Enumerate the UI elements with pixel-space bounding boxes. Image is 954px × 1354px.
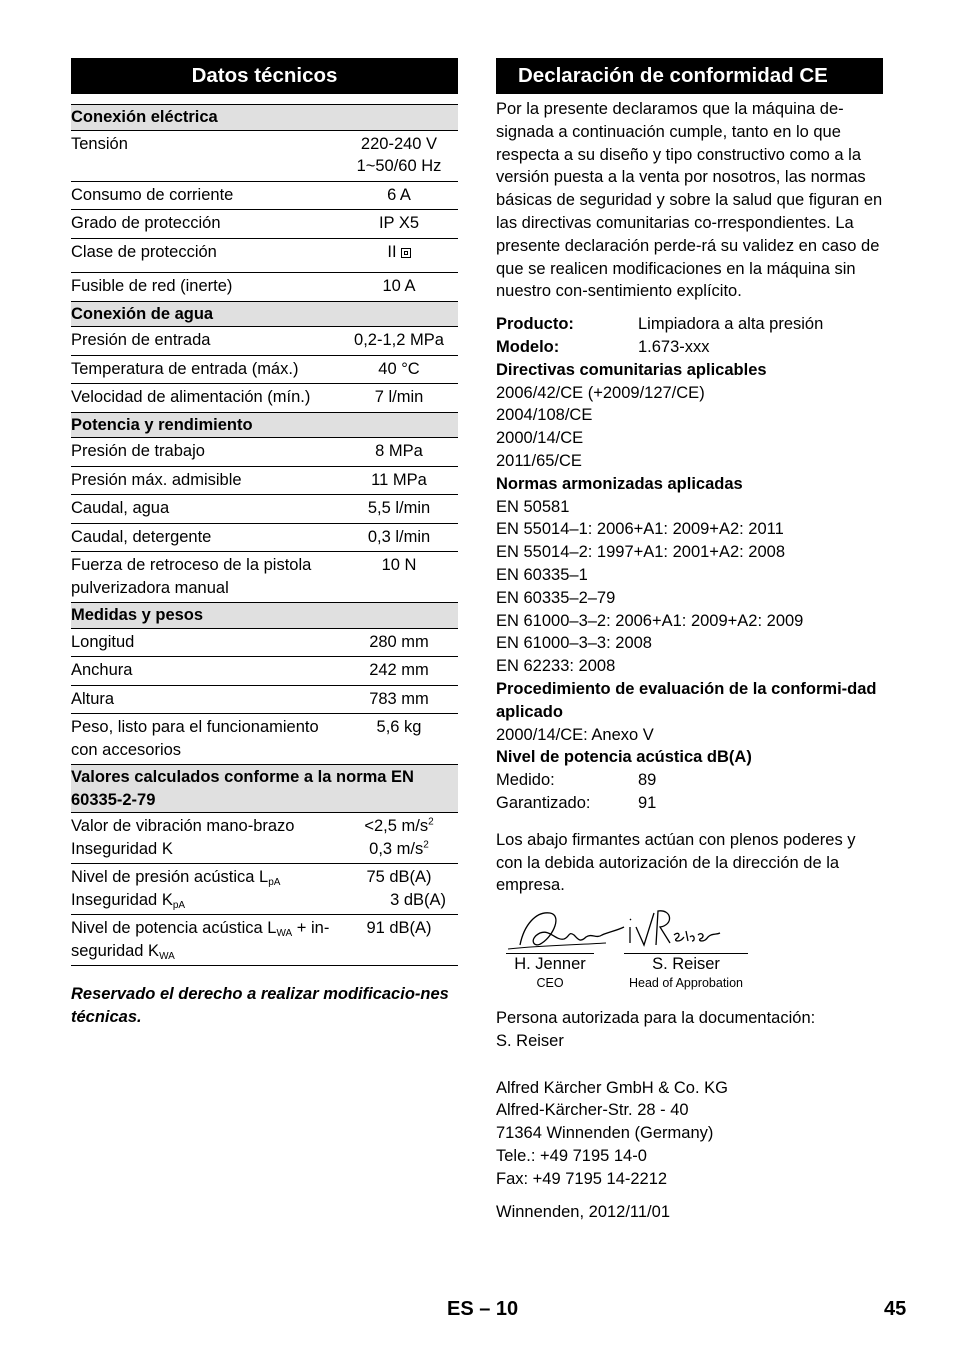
product-info: Producto: Limpiadora a alta presión Modelo: 1.673-xxx xyxy=(496,315,824,356)
protection-class-icon xyxy=(401,248,411,258)
signatures xyxy=(496,905,883,1007)
list-item: EN 55014–1: 2006+A1: 2009+A2: 2011 xyxy=(496,520,784,539)
place-date: Winnenden, 2012/11/01 xyxy=(496,1202,670,1221)
table-row: Anchura 242 mm xyxy=(71,657,458,686)
company-address: Alfred Kärcher GmbH & Co. KG Alfred-Kärcher-Str. 28 - 40 71364 Winnenden (Germany) Tele.: +49 7195 14-0 Fax: +49 7195 14-2212 xyxy=(496,1078,728,1188)
handwritten-signature-icon xyxy=(624,905,734,953)
table-row: Consumo de corriente 6 A xyxy=(71,181,458,210)
norms-list: Normas armonizadas aplicadas EN 50581 EN 55014–1: 2006+A1: 2009+A2: 2011 EN 55014–2: 1997+A1: 2001+A2: 2008 EN 60335–1 EN 60335–2–79 EN 61000–3–2: 2006+A1: 2009+A2: 2009 EN 61000–3–3: 2008 EN 62233: 2008 xyxy=(496,473,883,678)
list-item: EN 61000–3–2: 2006+A1: 2009+A2: 2009 xyxy=(496,611,804,630)
list-item: EN 61000–3–3: 2008 xyxy=(496,634,652,653)
table-row: Tensión 220-240 V 1~50/60 Hz xyxy=(71,130,458,181)
group-header-dimensions: Medidas y pesos xyxy=(71,603,458,629)
list-item: 2004/108/CE xyxy=(496,406,593,425)
list-item: 2011/65/CE xyxy=(496,451,582,470)
technical-data-table xyxy=(71,104,458,966)
table-row: Fusible de red (inerte) 10 A xyxy=(71,273,458,302)
signers-statement: Los abajo firmantes actúan con plenos poderes y con la debida autorización de la dirección de la empresa. xyxy=(496,830,856,895)
table-row: Presión de entrada 0,2-1,2 MPa xyxy=(71,327,458,356)
table-row: Caudal, detergente 0,3 l/min xyxy=(71,523,458,552)
handwritten-signature-icon xyxy=(506,905,626,953)
signature-reiser: S. Reiser Head of Approbation xyxy=(624,905,748,992)
technical-data-column xyxy=(71,58,458,1028)
table-row: Clase de protección II xyxy=(71,238,458,273)
page-number: 45 xyxy=(884,1298,907,1320)
directives-list: Directivas comunitarias aplicables 2006/42/CE (+2009/127/CE) 2004/108/CE 2000/14/CE 2011/65/CE xyxy=(496,359,883,473)
group-header-calculated-values: Valores calculados conforme a la norma EN 60335-2-79 xyxy=(71,765,458,813)
table-row: Valor de vibración mano-brazo Inseguridad K <2,5 $m/s^2$ 0,3 $m/s^2$ xyxy=(71,813,458,864)
procedure-block: Procedimiento de evaluación de la conformi-dad aplicado 2000/14/CE: Anexo V xyxy=(496,679,877,744)
group-header-electrical: Conexión eléctrica xyxy=(71,105,458,131)
superscript-2: 2 xyxy=(423,839,429,850)
documentation-person: Persona autorizada para la documentación: S. Reiser xyxy=(496,1009,816,1050)
table-row: Fuerza de retroceso de la pistola pulverizadora manual 10 N xyxy=(71,552,458,603)
ce-declaration-column xyxy=(496,58,883,1223)
list-item: EN 55014–2: 1997+A1: 2001+A2: 2008 xyxy=(496,543,785,562)
sound-power-block: Nivel de potencia acústica dB(A) Medido: 89 Garantizado: 91 xyxy=(496,748,752,812)
table-row: Presión máx. admisible 11 MPa xyxy=(71,466,458,495)
reserved-rights-note: Reservado el derecho a realizar modificacio-nes técnicas. xyxy=(71,985,449,1026)
table-row: Caudal, agua 5,5 l/min xyxy=(71,495,458,524)
table-row: Nivel de presión acústica $L_{pA}$ Inseguridad $K_{pA}$ 75 dB(A) 3 dB(A) xyxy=(71,864,458,915)
list-item: 2000/14/CE xyxy=(496,429,584,448)
list-item: EN 60335–1 xyxy=(496,565,588,584)
list-item: EN 50581 xyxy=(496,497,570,516)
ce-declaration-title: Declaración de conformidad CE xyxy=(496,58,883,94)
table-row: Presión de trabajo 8 MPa xyxy=(71,438,458,467)
table-row: Temperatura de entrada (máx.) 40 °C xyxy=(71,355,458,384)
table-row: Velocidad de alimentación (mín.) 7 l/min xyxy=(71,384,458,413)
table-row: Grado de protección IP X5 xyxy=(71,210,458,239)
superscript-2: 2 xyxy=(428,816,434,828)
list-item: EN 60335–2–79 xyxy=(496,588,616,607)
declaration-intro: Por la presente declaramos que la máquina de-signada a continuación cumple, tanto en lo que respecta a su diseño y tipo constructivo como a la versión puesta a la venta por nosotros, las normas básicas de seguridad y sobre la salud que figuran en las directivas comunitarias co-rrespondientes. La presente declaración perde-rá su validez en caso de que se realicen modificaciones en la máquina sin nuestro con-sentimiento explícito. xyxy=(496,100,883,301)
table-row: Altura 783 mm xyxy=(71,685,458,714)
table-row: Nivel de potencia acústica $L_{WA} + in-$ seguridad $K_{WA}$ 91 dB(A) xyxy=(71,915,458,966)
group-header-water: Conexión de agua xyxy=(71,301,458,327)
group-header-performance: Potencia y rendimiento xyxy=(71,412,458,438)
section-page-label: ES – 10 xyxy=(447,1298,519,1320)
technical-data-title: Datos técnicos xyxy=(71,58,458,94)
signature-jenner: H. Jenner CEO xyxy=(506,905,594,992)
list-item: EN 62233: 2008 xyxy=(496,657,616,676)
table-row: Peso, listo para el funcionamiento con accesorios 5,6 kg xyxy=(71,714,458,765)
table-row: Longitud 280 mm xyxy=(71,628,458,657)
list-item: 2006/42/CE (+2009/127/CE) xyxy=(496,383,705,402)
